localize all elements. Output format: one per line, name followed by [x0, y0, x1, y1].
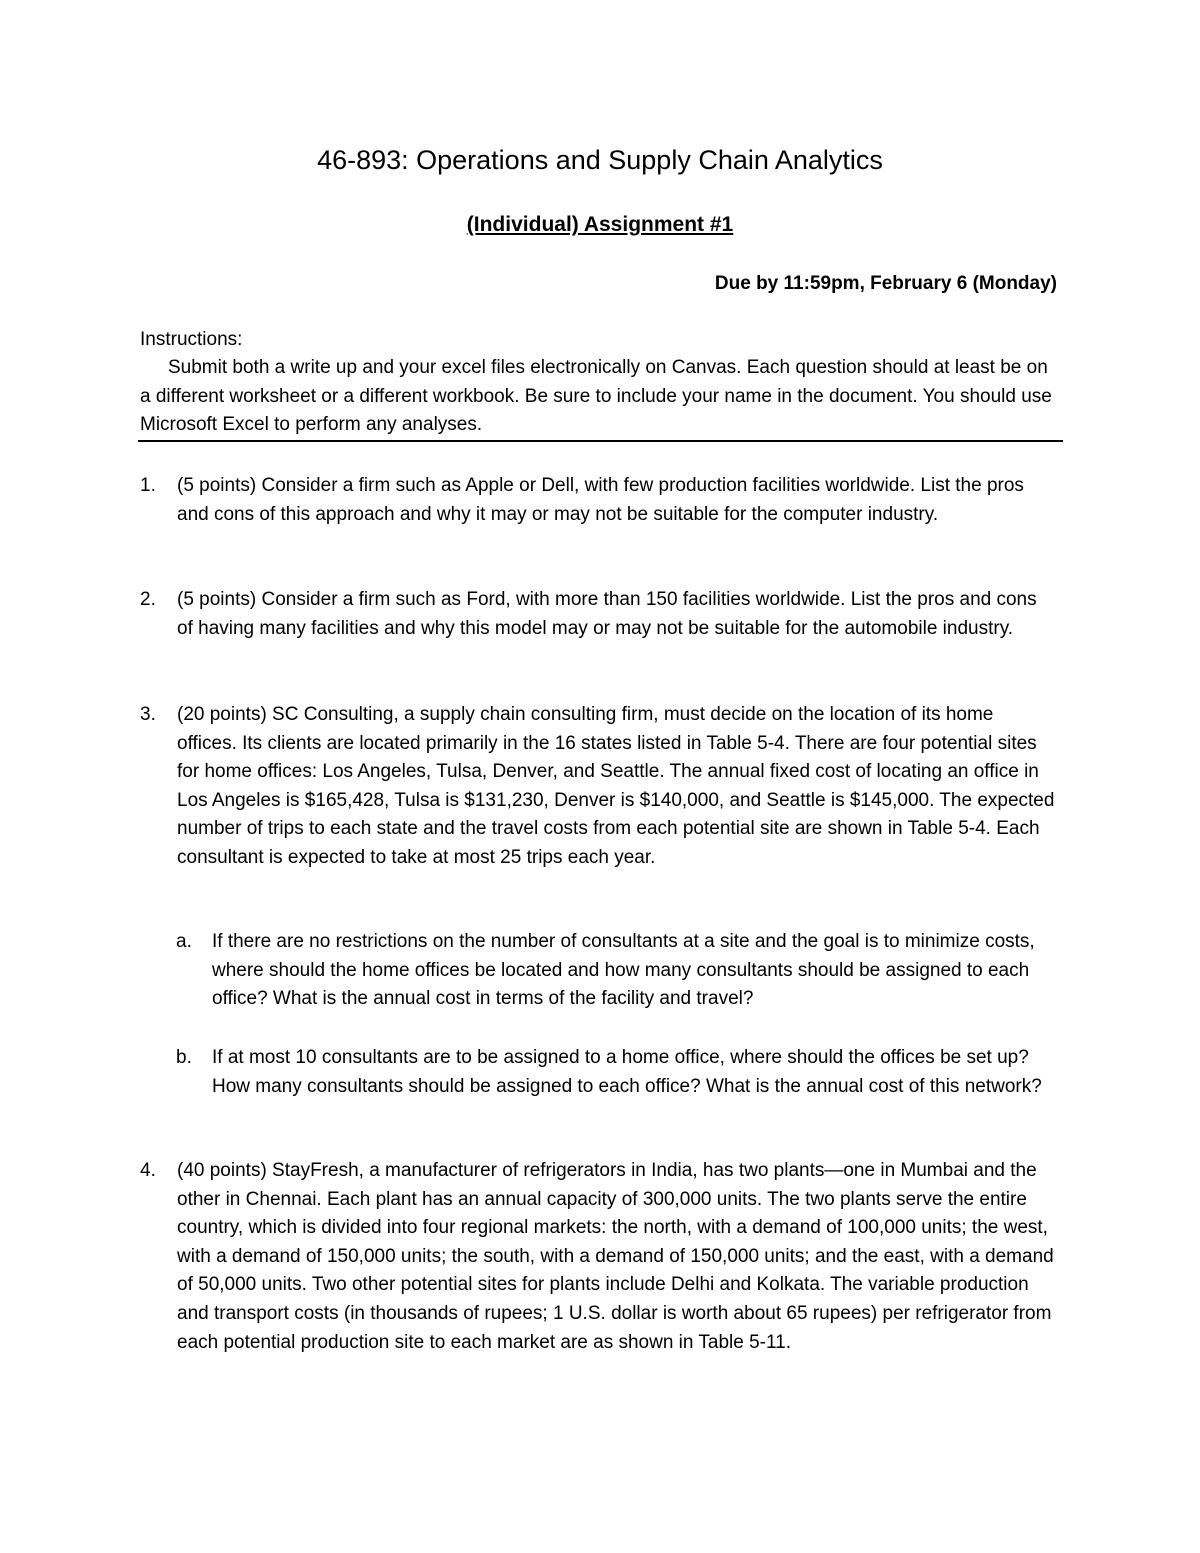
question-number: 1. [140, 475, 156, 496]
subpart-letter: b. [176, 1047, 192, 1068]
document-title: 46-893: Operations and Supply Chain Analytics [317, 145, 883, 175]
question-number: 2. [140, 589, 156, 610]
question-1 [140, 472, 1055, 529]
subpart-letter: a. [176, 931, 192, 952]
horizontal-rule [138, 440, 1063, 442]
question-4 [140, 1157, 1055, 1357]
assignment-subtitle: (Individual) Assignment #1 [466, 213, 734, 236]
question-3-part-b [176, 1044, 1056, 1101]
subpart-text: If at most 10 consultants are to be assigned to a home office, where should the offices be set up? How many consultants should be assigned to each office? What is the annual cost of this network? [212, 1047, 1042, 1097]
question-text: (5 points) Consider a firm such as Apple or Dell, with few production facilities worldwide. List the pros and cons of this approach and why it may or may not be suitable for the computer industry. [177, 475, 1024, 525]
due-date: Due by 11:59pm, February 6 (Monday) [714, 273, 1057, 294]
question-number: 3. [140, 704, 156, 725]
subpart-text: If there are no restrictions on the number of consultants at a site and the goal is to minimize costs, where should the home offices be located and how many consultants should be assigned to each office? What is the annual cost in terms of the facility and travel? [212, 931, 1035, 1010]
question-text: (40 points) StayFresh, a manufacturer of refrigerators in India, has two plants—one in Mumbai and the other in Chennai. Each plant has an annual capacity of 300,000 units. The two plants serve the entire country, which is divided into four regional markets: the north, with a demand of 100,000 units; the west, with a demand of 150,000 units; the south, with a demand of 150,000 units; and the east, with a demand of 50,000 units. Two other potential sites for plants include Delhi and Kolkata. The variable production and transport costs (in thousands of rupees; 1 U.S. dollar is worth about 65 rupees) per refrigerator from each potential production site to each market are as shown in Table 5-11. [177, 1160, 1054, 1353]
instructions-label: Instructions: [140, 329, 243, 350]
question-3 [140, 701, 1055, 873]
question-2 [140, 586, 1055, 643]
question-number: 4. [140, 1160, 156, 1181]
question-text: (5 points) Consider a firm such as Ford, with more than 150 facilities worldwide. List the pros and cons of having many facilities and why this model may or may not be suitable for the automobile industry. [177, 589, 1037, 639]
question-text: (20 points) SC Consulting, a supply chain consulting firm, must decide on the location of its home offices. Its clients are located primarily in the 16 states listed in Table 5-4. There are four potential sites for home offices: Los Angeles, Tulsa, Denver, and Seattle. The annual fixed cost of locating an office in Los Angeles is $165,428, Tulsa is $131,230, Denver is $140,000, and Seattle is $145,000. The expected number of trips to each state and the travel costs from each potential site are shown in Table 5-4. Each consultant is expected to take at most 25 trips each year. [177, 704, 1055, 868]
question-3-part-a [176, 928, 1056, 1014]
instructions-text: Submit both a write up and your excel files electronically on Canvas. Each question should at least be on a different worksheet or a different workbook. Be sure to include your name in the document. You should use Microsoft Excel to perform any analyses. [140, 357, 1052, 436]
